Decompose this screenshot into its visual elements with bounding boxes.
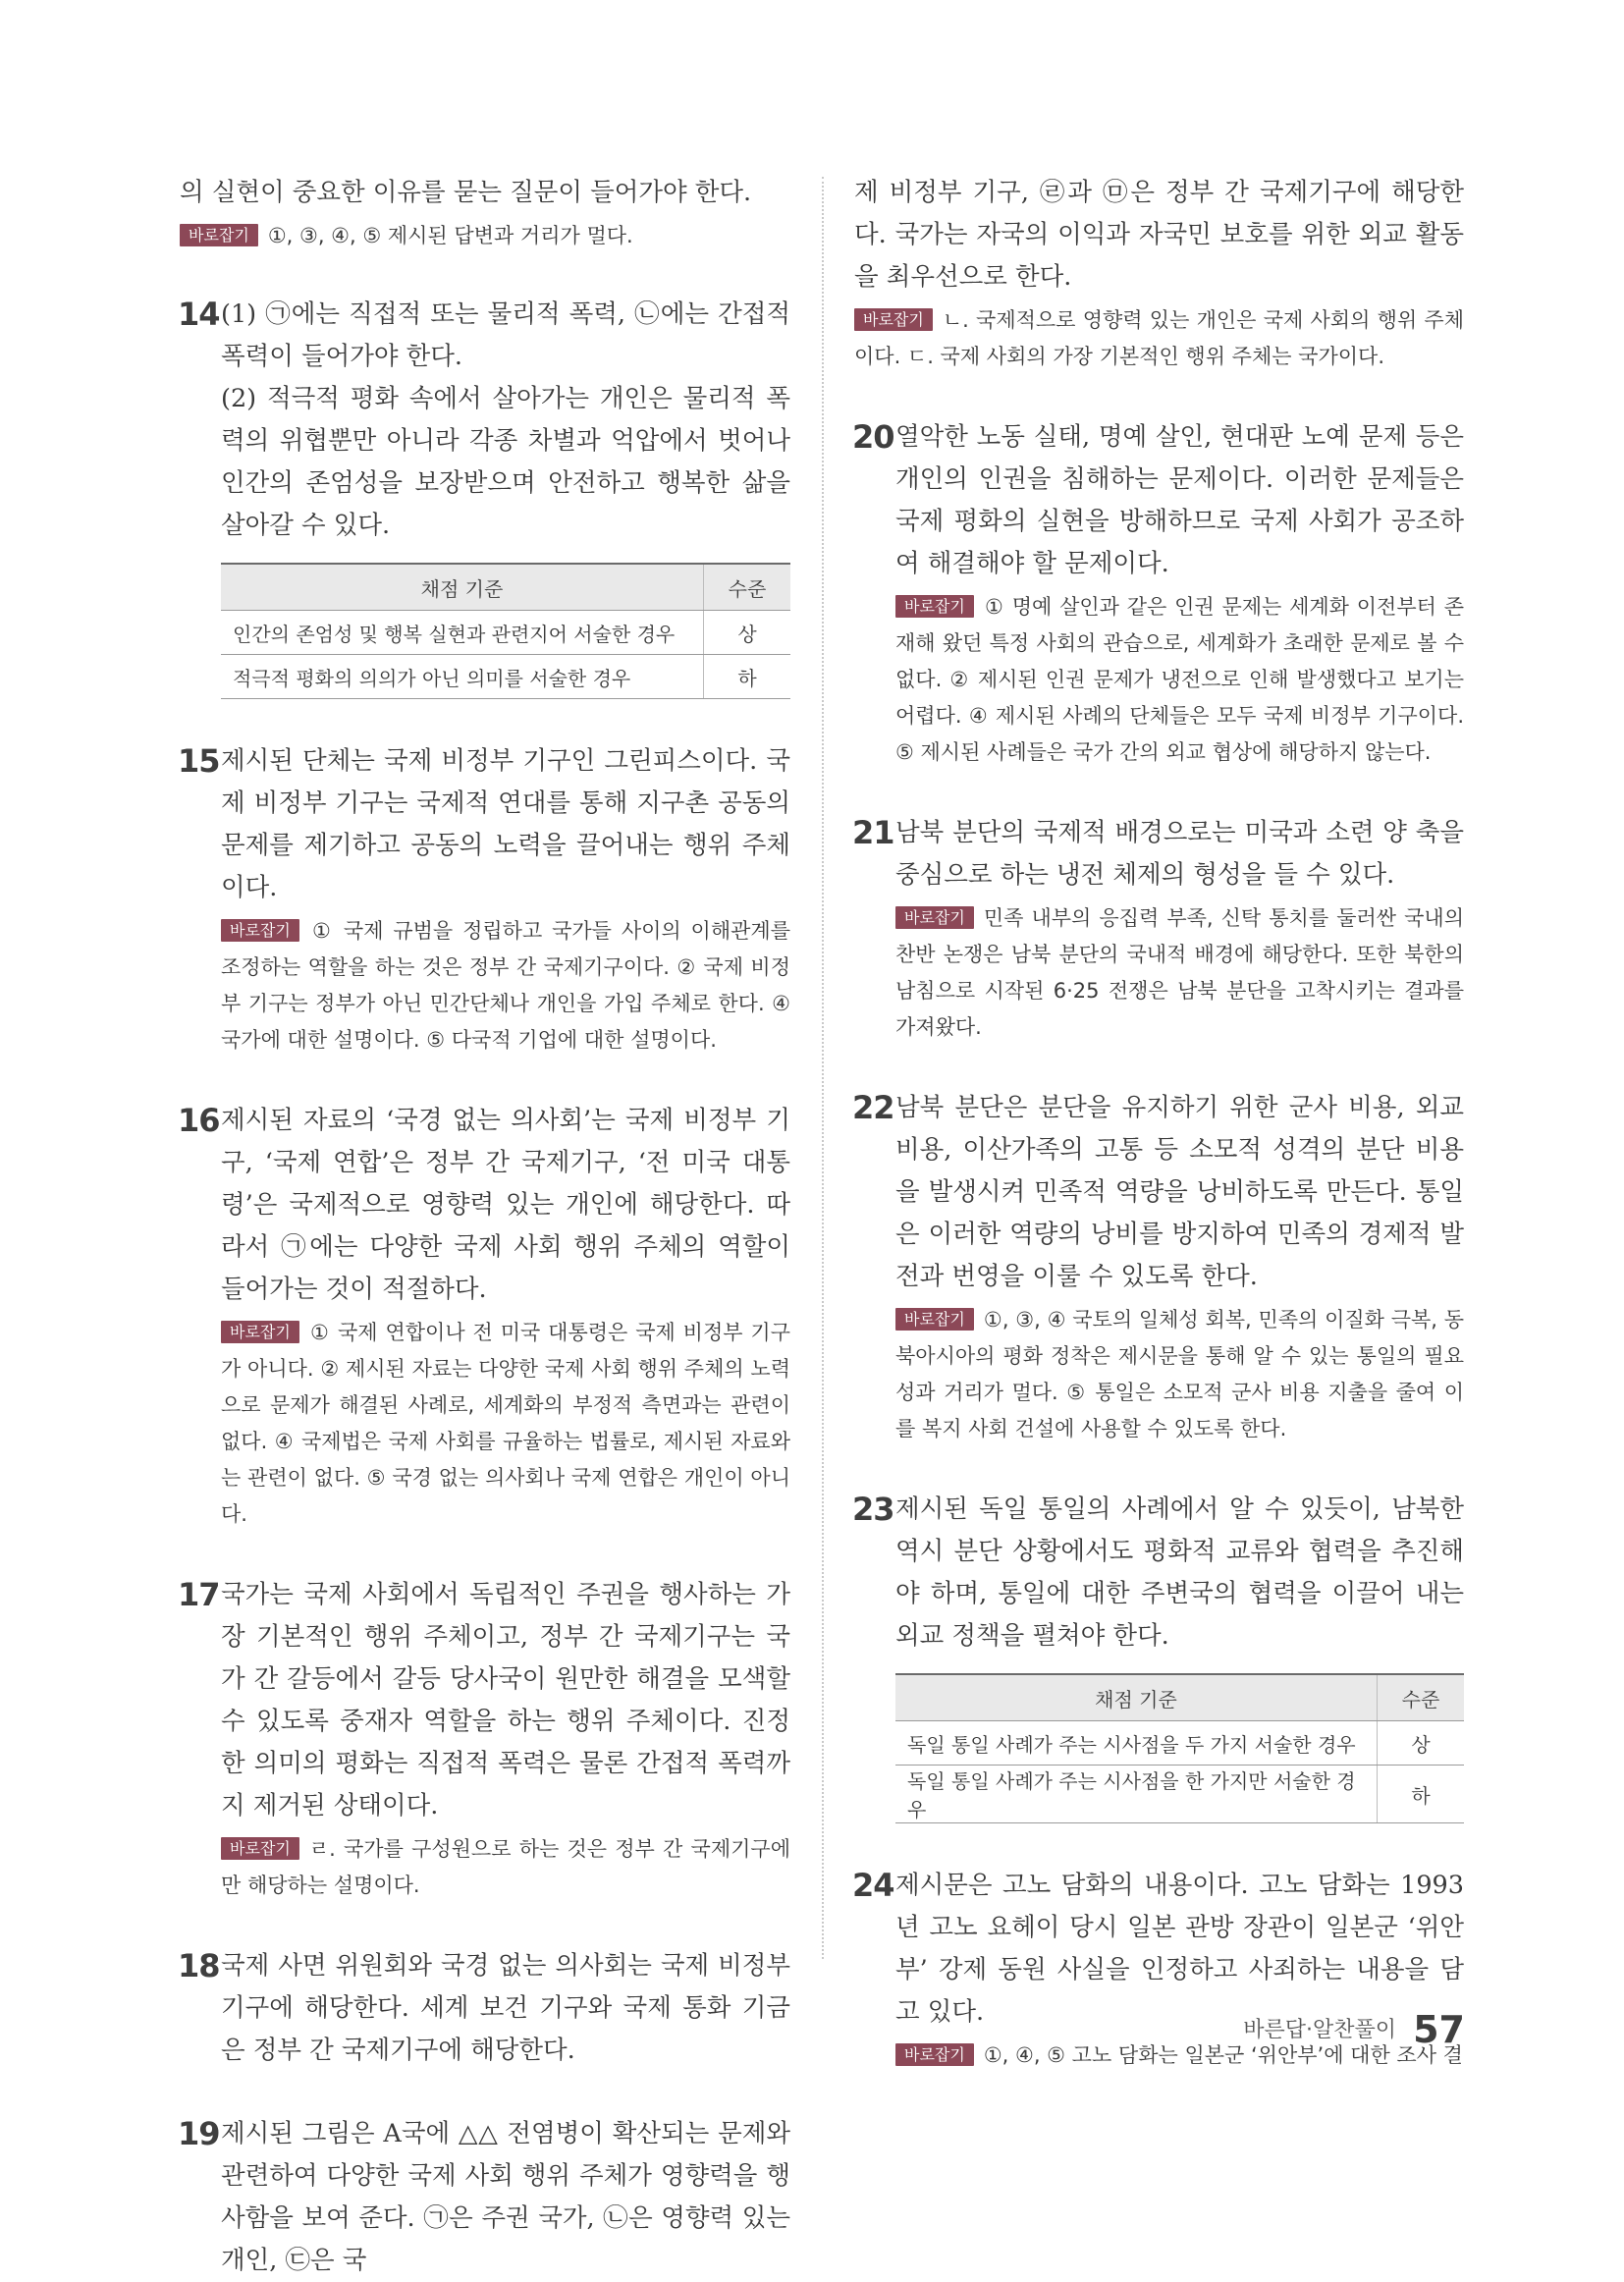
answer-text: 남북 분단은 분단을 유지하기 위한 군사 비용, 외교 비용, 이산가족의 고통 등 소모적 성격의 분단 비용을 발생시켜 민족적 역량을 낭비하도록 만든다. 통일은 이러한 역량의 낭비를 방지하여 민족의 경제적 발전과 번영을 이룰 수 있도록 한다. — [895, 1093, 1464, 1291]
question-number: 24 — [852, 1867, 894, 1904]
correction-badge: 바로잡기 — [221, 1837, 299, 1860]
level-header: 수준 — [704, 564, 791, 611]
answer-text: 제시문은 고노 담화의 내용이다. 고노 담화는 1993년 고노 요헤이 당시 일본 관방 장관이 일본군 ‘위안부’ 강제 동원 사실을 인정하고 사죄하는 내용을 담고 있다. — [895, 1871, 1464, 2027]
correction-badge: 바로잡기 — [895, 595, 974, 618]
criteria-header: 채점 기준 — [221, 564, 704, 611]
question-22 — [854, 1087, 1464, 1447]
correction-badge: 바로잡기 — [895, 906, 974, 929]
level-cell: 하 — [704, 655, 791, 699]
footer-title: 바른답·알찬풀이 — [1243, 2018, 1397, 2042]
correction-badge: 바로잡기 — [180, 224, 258, 246]
question-number: 19 — [178, 2115, 220, 2152]
answer-text: 제시된 단체는 국제 비정부 기구인 그린피스이다. 국제 비정부 기구는 국제적 연대를 통해 지구촌 공동의 문제를 제기하고 공동의 노력을 끌어내는 행위 주체이다. — [221, 746, 790, 902]
correction-note: 바로잡기 민족 내부의 응집력 부족, 신탁 통치를 둘러싼 국내의 찬반 논쟁은 남북 분단의 국내적 배경에 해당한다. 또한 북한의 남침으로 시작된 6·25 전쟁은 남북 분단을 고착시키는 결과를 가져왔다. — [895, 906, 1464, 1039]
answer-text: 제시된 자료의 ‘국경 없는 의사회’는 국제 비정부 기구, ‘국제 연합’은 정부 간 국제기구, ‘전 미국 대통령’은 국제적으로 영향력 있는 개인에 해당한다. 따라서 ㉠에는 다양한 국제 사회 행위 주체의 역할이 들어가는 것이 적절하다. — [221, 1106, 790, 1304]
question-number: 18 — [178, 1947, 220, 1984]
question-number: 20 — [852, 418, 894, 456]
correction-note: 바로잡기 ① 명예 살인과 같은 인권 문제는 세계화 이전부터 존재해 왔던 특정 사회의 관습으로, 세계화가 초래한 문제로 볼 수 없다. ② 제시된 인권 문제가 냉전으로 인해 발생했다고 보기는 어렵다. ④ 제시된 사례의 단체들은 모두 국제 비정부 기구이다. ⑤ 제시된 사례들은 국가 간의 외교 협상에 해당하지 않는다. — [895, 595, 1464, 764]
question-23 — [854, 1489, 1464, 1823]
correction-note: 바로잡기 ①, ③, ④ 국토의 일체성 회복, 민족의 이질화 극복, 동북아시아의 평화 정착은 제시문을 통해 알 수 있는 통일의 필요성과 거리가 멀다. ⑤ 통일은 소모적 군사 비용 지출을 줄여 이를 복지 사회 건설에 사용할 수 있도록 한다. — [895, 1308, 1464, 1440]
correction-badge: 바로잡기 — [221, 919, 299, 942]
question-18 — [180, 1945, 790, 2072]
answer-part-2: (2) 적극적 평화 속에서 살아가는 개인은 물리적 폭력의 위협뿐만 아니라 각종 차별과 억압에서 벗어나 인간의 존엄성을 보장받으며 안전하고 행복한 삶을 살아갈 수 있다. — [221, 384, 790, 540]
left-column — [180, 172, 790, 2282]
question-number: 17 — [178, 1576, 220, 1613]
correction-badge: 바로잡기 — [895, 1308, 974, 1331]
answer-part-1: (1) ㉠에는 직접적 또는 물리적 폭력, ㉡에는 간접적 폭력이 들어가야 한다. — [221, 299, 790, 371]
intro-continuation-left — [180, 172, 790, 254]
criterion-cell: 인간의 존엄성 및 행복 실현과 관련지어 서술한 경우 — [221, 611, 704, 655]
answer-text: 제시된 그림은 A국에 △△ 전염병이 확산되는 문제와 관련하여 다양한 국제 사회 행위 주체가 영향력을 행사함을 보여 준다. ㉠은 주권 국가, ㉡은 영향력 있는 개인, ㉢은 국 — [221, 2119, 790, 2275]
answer-text: 국가는 국제 사회에서 독립적인 주권을 행사하는 가장 기본적인 행위 주체이고, 정부 간 국제기구는 국가 간 갈등에서 갈등 당사국이 원만한 해결을 모색할 수 있도록 중재자 역할을 하는 행위 주체이다. 진정한 의미의 평화는 직접적 폭력은 물론 간접적 폭력까지 제거된 상태이다. — [221, 1580, 790, 1820]
question-16 — [180, 1100, 790, 1533]
correction-badge: 바로잡기 — [221, 1321, 299, 1343]
correction-note: 바로잡기 ①, ④, ⑤ 고노 담화는 일본군 ‘위안부’에 대한 조사 결 — [895, 2038, 1464, 2074]
table-row — [221, 611, 790, 655]
correction-badge: 바로잡기 — [854, 308, 933, 331]
answer-text: 의 실현이 중요한 이유를 묻는 질문이 들어가야 한다. — [180, 178, 752, 207]
correction-note: 바로잡기 ①, ③, ④, ⑤ 제시된 답변과 거리가 멀다. — [180, 218, 790, 254]
question-number: 22 — [852, 1089, 894, 1126]
level-cell: 상 — [704, 611, 791, 655]
correction-badge: 바로잡기 — [895, 2043, 974, 2066]
answer-text: 남북 분단의 국제적 배경으로는 미국과 소련 양 축을 중심으로 하는 냉전 체제의 형성을 들 수 있다. — [895, 818, 1464, 890]
page-footer — [1243, 2008, 1465, 2051]
question-20 — [854, 416, 1464, 771]
correction-note: 바로잡기 ① 국제 규범을 정립하고 국가들 사이의 이해관계를 조정하는 역할을 하는 것은 정부 간 국제기구이다. ② 국제 비정부 기구는 정부가 아닌 민간단체나 개인을 가입 주체로 한다. ④ 국가에 대한 설명이다. ⑤ 다국적 기업에 대한 설명이다. — [221, 919, 790, 1052]
answer-text: 제시된 독일 통일의 사례에서 알 수 있듯이, 남북한 역시 분단 상황에서도 평화적 교류와 협력을 추진해야 하며, 통일에 대한 주변국의 협력을 이끌어 내는 외교 정책을 펼쳐야 한다. — [895, 1494, 1464, 1651]
level-header: 수준 — [1378, 1674, 1465, 1721]
criteria-header: 채점 기준 — [895, 1674, 1378, 1721]
question-21 — [854, 812, 1464, 1046]
table-row — [221, 655, 790, 699]
answer-text: 열악한 노동 실태, 명예 살인, 현대판 노예 문제 등은 개인의 인권을 침해하는 문제이다. 이러한 문제들은 국제 평화의 실현을 방해하므로 국제 사회가 공조하여 해결해야 할 문제이다. — [895, 422, 1464, 578]
intro-continuation-right — [854, 172, 1464, 375]
criterion-cell: 독일 통일 사례가 주는 시사점을 두 가지 서술한 경우 — [895, 1721, 1378, 1766]
question-number: 14 — [178, 296, 220, 333]
correction-note: 바로잡기 ㄹ. 국가를 구성원으로 하는 것은 정부 간 국제기구에만 해당하는 설명이다. — [221, 1837, 790, 1897]
question-number: 21 — [852, 814, 894, 851]
answer-text: 제 비정부 기구, ㉣과 ㉤은 정부 간 국제기구에 해당한다. 국가는 자국의 이익과 자국민 보호를 위한 외교 활동을 최우선으로 한다. — [854, 178, 1464, 292]
right-column — [854, 172, 1464, 2074]
answer-text: 국제 사면 위원회와 국경 없는 의사회는 국제 비정부 기구에 해당한다. 세계 보건 기구와 국제 통화 기금은 정부 간 국제기구에 해당한다. — [221, 1951, 790, 2065]
question-17 — [180, 1574, 790, 1904]
correction-note: 바로잡기 ① 국제 연합이나 전 미국 대통령은 국제 비정부 기구가 아니다. ② 제시된 자료는 다양한 국제 사회 행위 주체의 노력으로 문제가 해결된 사례로, 세계화의 부정적 측면과는 관련이 없다. ④ 국제법은 국제 사회를 규율하는 법률로, 제시된 자료와는 관련이 없다. ⑤ 국경 없는 의사회나 국제 연합은 개인이 아니다. — [221, 1321, 790, 1526]
question-14 — [180, 294, 790, 699]
question-19 — [180, 2113, 790, 2282]
scoring-table — [221, 563, 790, 699]
level-cell: 상 — [1378, 1721, 1465, 1766]
column-divider — [822, 177, 824, 1959]
level-cell: 하 — [1378, 1766, 1465, 1823]
question-number: 15 — [178, 742, 220, 780]
question-15 — [180, 740, 790, 1059]
criterion-cell: 적극적 평화의 의의가 아닌 의미를 서술한 경우 — [221, 655, 704, 699]
scoring-table — [895, 1673, 1464, 1823]
page-number: 57 — [1413, 2008, 1465, 2051]
table-row — [895, 1766, 1464, 1823]
correction-note: 바로잡기 ㄴ. 국제적으로 영향력 있는 개인은 국제 사회의 행위 주체이다. ㄷ. 국제 사회의 가장 기본적인 행위 주체는 국가이다. — [854, 308, 1464, 368]
table-row — [895, 1721, 1464, 1766]
criterion-cell: 독일 통일 사례가 주는 시사점을 한 가지만 서술한 경우 — [895, 1766, 1378, 1823]
question-number: 23 — [852, 1491, 894, 1528]
question-number: 16 — [178, 1102, 220, 1139]
